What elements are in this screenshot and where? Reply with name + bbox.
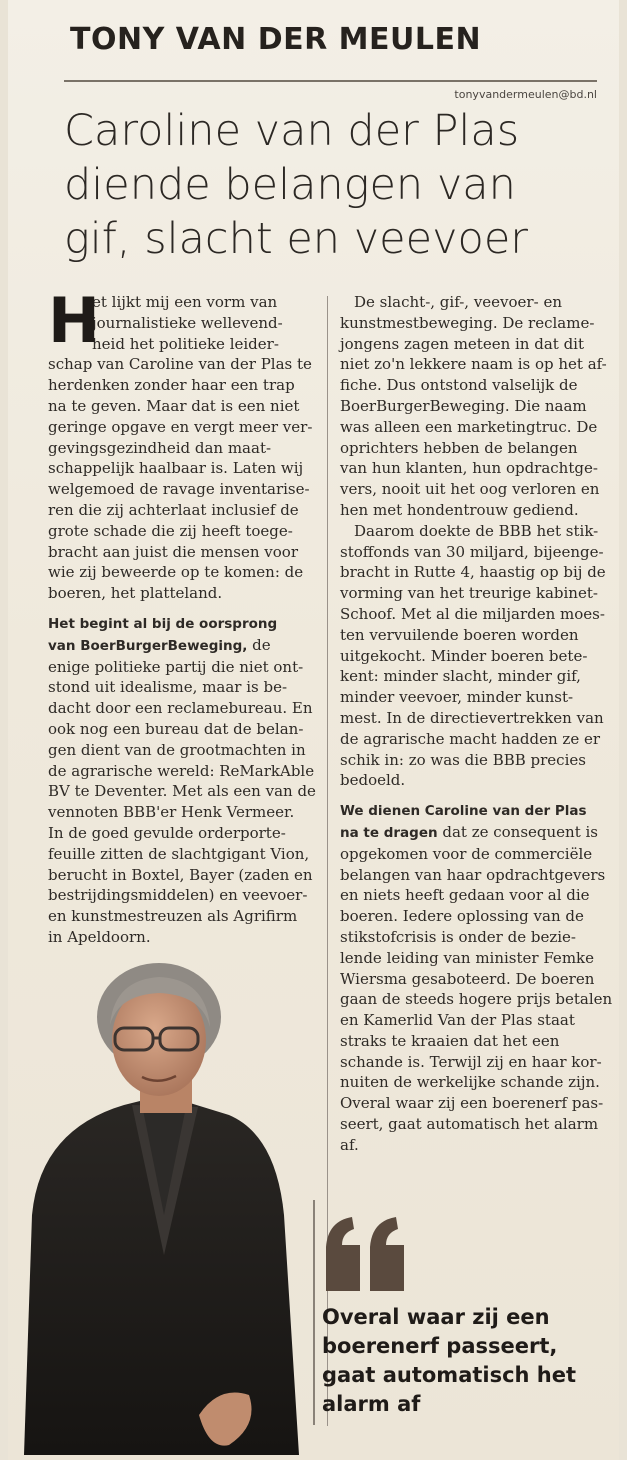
text-line: BoerBurgerBeweging. Die naam [340,396,587,415]
text-line: bracht in Rutte 4, haastig op bij de [340,563,606,582]
text-line: de agrarische macht hadden ze er [340,729,601,748]
text-line: opgekomen voor de commerciële [340,844,593,863]
column-left [48,284,318,948]
text-line: fiche. Dus ontstond valselijk de [340,376,578,395]
text-line: kent: minder slacht, minder gif, [340,667,581,686]
text-line: ren die zij achterlaat inclusief de [48,500,299,519]
text-line: belangen van haar opdrachtgevers [340,865,606,884]
text-line: de agrarische wereld: ReMarkAble [48,761,315,780]
pullquote-line: Overal waar zij een [322,1305,550,1329]
headline-line: Caroline van der Plas [64,106,520,156]
text-line: wie zij beweerde op te komen: de [48,563,304,582]
text-line: Daarom doekte de BBB het stik- [354,521,599,540]
text-line: Schoof. Met al die miljarden moes- [340,604,605,623]
pullquote [322,1303,612,1419]
text-line: kunstmestbeweging. De reclame- [340,313,595,332]
drop-cap: H [48,284,100,357]
text-line: De slacht-, gif-, veevoer- en [354,293,562,311]
text-fragment: dat ze consequent is [437,822,599,841]
headline-line: gif, slacht en veevoer [64,214,528,264]
text-line: na te geven. Maar dat is een niet [48,396,300,415]
text-fragment: de [247,635,271,654]
text-line: feuille zitten de slachtgigant Vion, [48,844,310,863]
text-line: vennoten BBB'er Henk Vermeer. [48,803,295,822]
text-line: mest. In de directievertrekken van [340,708,604,727]
header-rule [64,80,597,82]
text-line: hen met hondentrouw gediend. [340,500,579,519]
pullquote-line: boerenerf passeert, [322,1334,558,1358]
author-email: tonyvandermeulen@bd.nl [454,88,597,101]
pullquote-rule [313,1200,315,1425]
text-line: seert, gaat automatisch het alarm [340,1115,599,1134]
text-line: In de goed gevulde orderporte- [48,823,286,842]
author-name: TONY VAN DER MEULEN [70,22,482,57]
text-line: en kunstmestreuzen als Agrifirm [48,907,298,926]
quote-mark-icon [322,1215,412,1295]
text-line: schande is. Terwijl zij en haar kor- [340,1052,602,1071]
text-line: grote schade die zij heeft toege- [48,521,293,540]
text-line: nuiten de werkelijke schande zijn. [340,1073,600,1092]
text-line: schik in: zo was die BBB precies [340,750,586,769]
text-line: van hun klanten, hun opdrachtge- [340,459,598,478]
text-line: in Apeldoorn. [48,927,151,946]
text-line: welgemoed de ravage inventarise- [48,480,310,499]
text-line: uitgekocht. Minder boeren bete- [340,646,588,665]
text-line: en niets heeft gedaan voor al die [340,886,590,905]
lead-in: We dienen Caroline van der Plas [340,803,587,820]
paragraph-name [340,292,607,521]
headline [64,104,604,266]
text-line: bracht aan juist die mensen voor [48,542,299,561]
text-line: jongens zagen meteen in dat dit [340,334,585,353]
text-line: berucht in Boxtel, Bayer (zaden en [48,865,313,884]
pullquote-line: gaat automatisch het [322,1363,577,1387]
text-line: stikstofcrisis is onder de bezie- [340,927,576,946]
text-line: gaan de steeds hogere prijs betalen [340,990,613,1009]
lead-in: na te dragen [340,824,438,841]
text-line: schappelijk haalbaar is. Laten wij [48,459,304,478]
lead-in: van BoerBurgerBeweging, [48,637,248,654]
text-line: boeren, het platteland. [48,584,223,603]
text-line: niet zo'n lekkere naam is op het af- [340,355,607,374]
pullquote-line: alarm af [322,1392,421,1416]
paragraph-fund [340,521,606,791]
text-line: BV te Deventer. Met als een van de [48,782,316,801]
lead-in: Het begint al bij de oorsprong [48,615,278,632]
text-line: ook nog een bureau dat de belan- [48,719,304,738]
text-line: ten vervuilende boeren worden [340,625,579,644]
text-line: gen dient van de grootmachten in [48,740,306,759]
text-line: bedoeld. [340,771,406,790]
text-line: schap van Caroline van der Plas te [48,355,312,374]
paragraph-conclusion [340,801,613,1156]
text-line: dacht door een reclamebureau. En [48,699,313,718]
text-line: lende leiding van minister Femke [340,948,595,967]
author-photo [14,955,314,1455]
text-line: heid het politieke leider- [92,334,279,353]
text-line: stoffonds van 30 miljard, bijeenge- [340,542,604,561]
text-line: geringe opgave en vergt meer ver- [48,417,313,436]
text-line: vorming van het treurige kabinet- [340,584,598,603]
text-line: stond uit idealisme, maar is be- [48,678,288,697]
column-right [340,292,613,1156]
text-line: oprichters hebben de belangen [340,438,578,457]
text-line: vers, nooit uit het oog verloren en [340,480,600,499]
text-line: et lijkt mij een vorm van [92,293,278,311]
text-line: boeren. Iedere oplossing van de [340,907,584,926]
text-line: Overal waar zij een boerenerf pas- [340,1094,604,1113]
paragraph-origin [48,614,318,948]
headline-line: diende belangen van [64,160,516,210]
text-line: journalistieke wellevend- [92,313,283,332]
text-line: straks te kraaien dat het een [340,1031,560,1050]
text-line: herdenken zonder haar een trap [48,376,295,395]
text-line: af. [340,1135,359,1154]
text-line: minder veevoer, minder kunst- [340,688,574,707]
text-line: bestrijdingsmiddelen) en veevoer- [48,886,308,905]
text-line: gevingsgezindheid dan maat- [48,438,272,457]
text-line: enige politieke partij die niet ont- [48,657,304,676]
text-line: en Kamerlid Van der Plas staat [340,1011,575,1030]
text-line: Wiersma gesaboteerd. De boeren [340,969,595,988]
text-line: was alleen een marketingtruc. De [340,417,598,436]
